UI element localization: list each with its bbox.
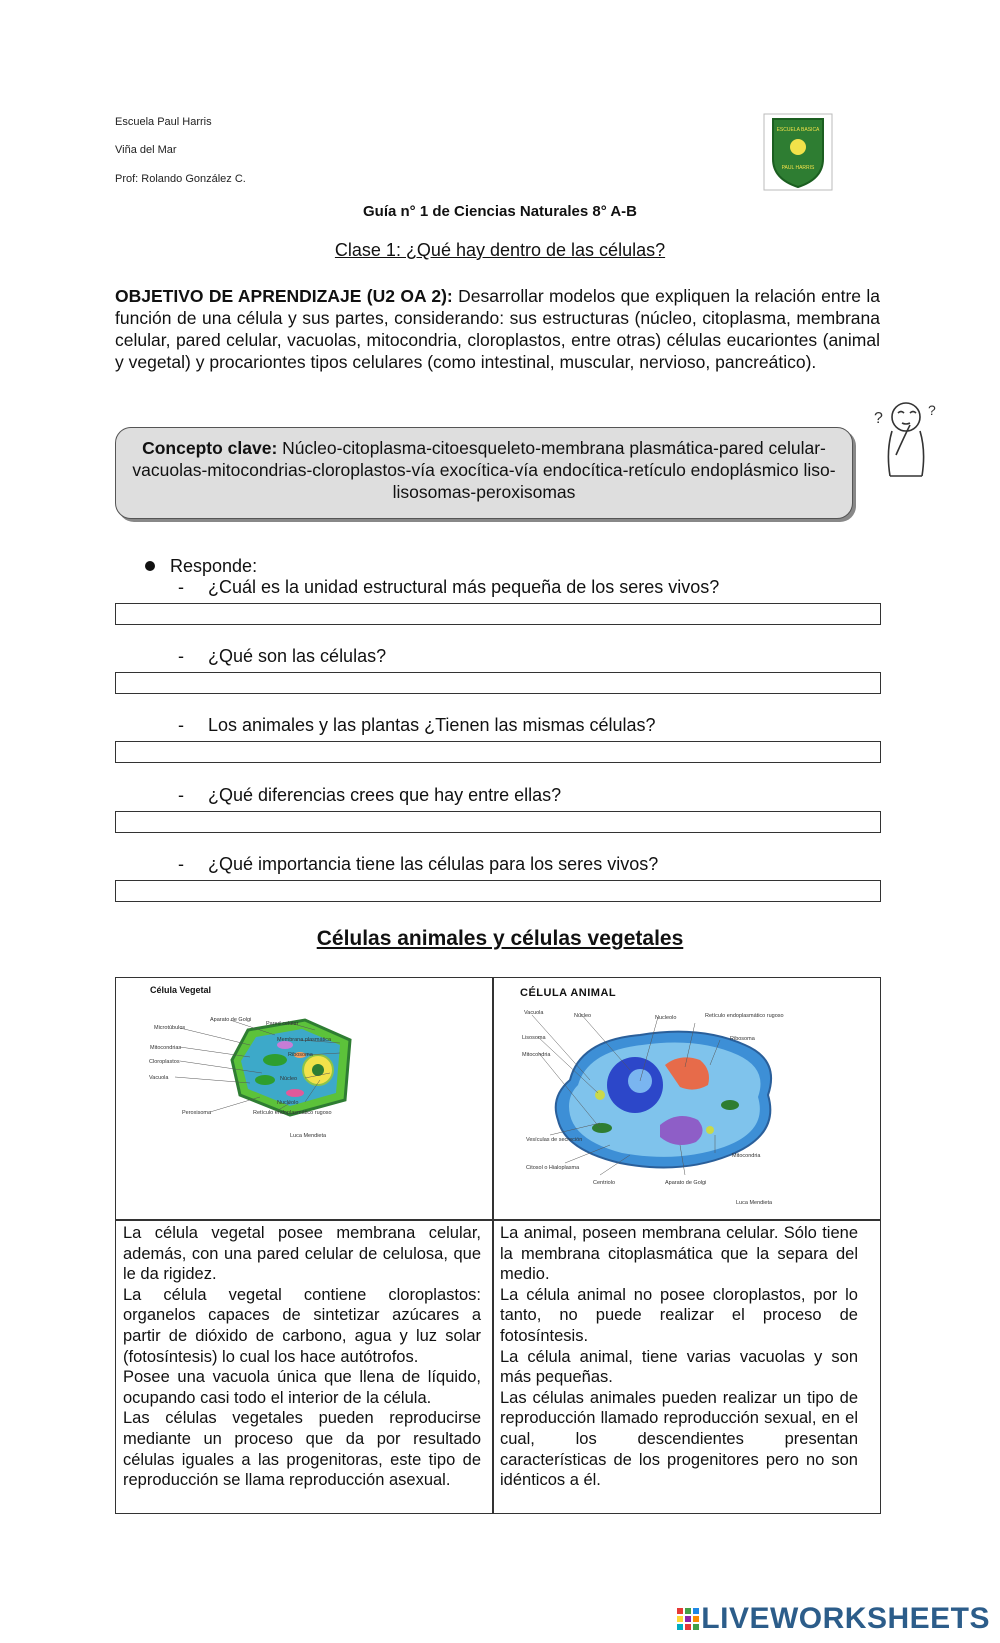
liveworksheets-icon xyxy=(677,1604,699,1626)
crest-text-top: ESCUELA BASICA xyxy=(776,127,820,133)
question-dash: - xyxy=(178,854,184,874)
animal-label: Citosol o Hialoplasma xyxy=(526,1165,580,1171)
plant-label: Núcleo xyxy=(280,1076,298,1082)
animal-cell-image xyxy=(510,985,870,1215)
animal-label: Núcleo xyxy=(574,1013,592,1019)
plant-label: Ribosoma xyxy=(288,1052,313,1058)
class-title: Clase 1: ¿Qué hay dentro de las células? xyxy=(334,240,666,260)
plant-label: Vacuola xyxy=(149,1075,169,1081)
paragraph: La célula vegetal contiene cloroplastos: organelos capaces de sintetizar azúcares a partir de dióxido de carbono, agua y luz solar (fotosíntesis) lo cual los hace autótrofos. xyxy=(123,1285,481,1366)
plant-label: Peroxisoma xyxy=(182,1110,212,1116)
plant-label: Pared celular xyxy=(266,1021,299,1027)
animal-image-title: CÉLULA ANIMAL xyxy=(520,987,617,999)
answer-input-1[interactable] xyxy=(115,603,881,625)
plant-label: Membrana plasmática xyxy=(277,1037,332,1043)
answer-input-2[interactable] xyxy=(115,672,881,694)
paragraph: Posee una vacuola única que llena de líquido, ocupando casi todo el interior de la célula. xyxy=(123,1368,481,1407)
question-text: ¿Qué son las células? xyxy=(208,646,387,666)
paragraph: La célula animal no posee cloroplastos, por lo tanto, no puede realizar el proceso de fotosíntesis. xyxy=(500,1285,858,1345)
bullet-point xyxy=(145,561,155,571)
question-text: ¿Qué importancia tiene las células para los seres vivos? xyxy=(208,854,659,874)
liveworksheets-text: LIVEWORKSHEETS xyxy=(701,1602,990,1635)
animal-label: Vacuola xyxy=(524,1010,544,1016)
paragraph: La célula animal, tiene varias vacuolas y son más pequeñas. xyxy=(500,1347,858,1387)
svg-text:?: ? xyxy=(928,402,936,418)
table-divider xyxy=(115,1219,881,1221)
thinking-person-icon xyxy=(870,395,942,490)
plant-cell-image xyxy=(140,985,440,1145)
plant-label: Cloroplastos xyxy=(149,1059,180,1065)
plant-label: Microtúbulos xyxy=(154,1025,186,1031)
question-text: ¿Qué diferencias crees que hay entre ellas? xyxy=(208,785,562,805)
plant-label: Retículo endoplasmático rugoso xyxy=(253,1110,332,1116)
animal-label: Centriolo xyxy=(593,1180,616,1186)
animal-label: Lisosoma xyxy=(522,1035,546,1041)
crest-text-bottom: PAUL HARRIS xyxy=(781,165,815,171)
svg-text:?: ? xyxy=(874,410,883,427)
animal-label: Aparato de Golgi xyxy=(665,1180,707,1186)
animal-label: Mitocondria xyxy=(522,1052,551,1058)
section-title: Células animales y células vegetales xyxy=(316,927,684,950)
animal-label: Nucleolo xyxy=(655,1015,677,1021)
objective-text: Desarrollar modelos que expliquen la relación entre la función de una célula y sus partes, considerando: sus estructuras (núcleo, citoplasma, membrana celular, pared celular, vacuolas, mitocondria, cloroplastos, entre otras) células eucariontes (animal y vegetal) y procariontes tipos celulares (como intestinal, muscular, nervioso, pancreático). xyxy=(115,286,880,372)
paragraph: La animal, poseen membrana celular. Sólo tiene la membrana citoplasmática que la separa del medio. xyxy=(500,1224,858,1284)
plant-text xyxy=(123,1223,481,1491)
animal-label: Retículo endoplasmático rugoso xyxy=(705,1013,784,1019)
animal-label: Vesículas de secreción xyxy=(526,1137,583,1143)
animal-text xyxy=(500,1223,858,1491)
table-divider xyxy=(492,977,494,1514)
paragraph: Las células animales pueden realizar un tipo de reproducción llamado reproducción sexual, en el cual, los descendientes presentan características de los progenitores pero no son idénticos a él. xyxy=(500,1388,858,1490)
school-city: Viña del Mar xyxy=(115,144,177,156)
paragraph: Las células vegetales pueden reproducirse mediante un proceso que da por resultado células iguales a las progenitoras, este tipo de reproducción se llama reproducción asexual. xyxy=(123,1409,481,1490)
teacher-name: Prof: Rolando González C. xyxy=(115,173,246,185)
question-dash: - xyxy=(178,577,184,597)
plant-image-title: Célula Vegetal xyxy=(150,985,212,995)
animal-label: Ribosoma xyxy=(730,1036,755,1042)
question-dash: - xyxy=(178,785,184,805)
concept-label: Concepto clave: xyxy=(142,438,278,458)
respond-label: Responde: xyxy=(170,556,258,576)
question-dash: - xyxy=(178,646,184,666)
answer-input-4[interactable] xyxy=(115,811,881,833)
question-text: Los animales y las plantas ¿Tienen las mismas células? xyxy=(208,715,656,735)
question-text: ¿Cuál es la unidad estructural más pequeña de los seres vivos? xyxy=(208,577,720,597)
school-crest-logo xyxy=(763,113,833,191)
liveworksheets-logo[interactable] xyxy=(677,1602,990,1636)
plant-credit: Luca Mendieta xyxy=(290,1133,327,1139)
learning-objective xyxy=(115,285,880,373)
paragraph: La célula vegetal posee membrana celular, además, con una pared celular de celulosa, que le da rigidez. xyxy=(123,1224,481,1284)
plant-label: Nucléolo xyxy=(277,1100,299,1106)
animal-label: Mitocondria xyxy=(732,1153,761,1159)
school-name: Escuela Paul Harris xyxy=(115,116,212,128)
animal-credit: Luca Mendieta xyxy=(736,1200,773,1206)
concept-text: Núcleo-citoplasma-citoesqueleto-membrana plasmática-pared celular-vacuolas-mitocondrias-cloroplastos-vía exocítica-vía endocítica-retículo endoplásmico liso-lisosomas-peroxisomas xyxy=(132,438,836,502)
plant-label: Mitocondrias xyxy=(150,1045,182,1051)
key-concept-box xyxy=(115,427,853,519)
plant-cell-description xyxy=(123,1223,481,1491)
plant-label: Aparato de Golgi xyxy=(210,1017,252,1023)
answer-input-3[interactable] xyxy=(115,741,881,763)
guide-title: Guía n° 1 de Ciencias Naturales 8° A-B xyxy=(362,203,638,220)
objective-label: OBJETIVO DE APRENDIZAJE (U2 OA 2): xyxy=(115,286,453,306)
answer-input-5[interactable] xyxy=(115,880,881,902)
animal-cell-description xyxy=(500,1223,858,1491)
question-dash: - xyxy=(178,715,184,735)
